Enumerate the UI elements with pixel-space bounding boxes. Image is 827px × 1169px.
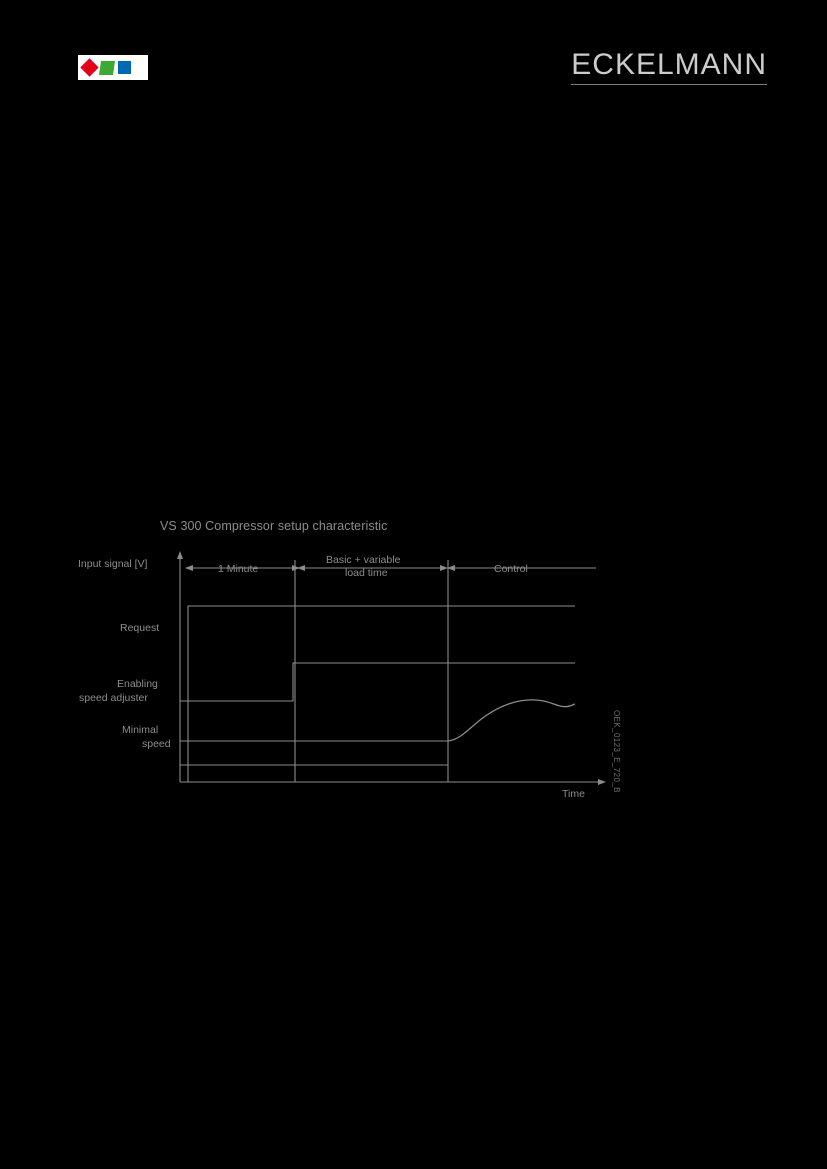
phase-arrow-2-left	[297, 565, 305, 571]
logo-green-square-icon	[99, 61, 115, 75]
series-request-signal	[188, 606, 575, 782]
x-axis-label: Time	[562, 788, 585, 800]
phase-label-3: Control	[494, 563, 528, 575]
eckelmann-logo	[78, 55, 148, 80]
level-label-enabling-line1: Enabling	[117, 678, 158, 690]
level-label-enabling-line2: speed adjuster	[79, 692, 148, 704]
phase-label-2-line1: Basic + variable	[326, 554, 401, 566]
series-control-curve	[448, 700, 575, 741]
phase-label-2-line2: load time	[345, 567, 388, 579]
brand-title: ECKELMANN	[571, 48, 767, 85]
figure-vs300-characteristic	[0, 505, 827, 825]
y-axis-label: Input signal [V]	[78, 558, 148, 570]
figure-title: VS 300 Compressor setup characteristic	[160, 519, 388, 533]
figure-side-code: OEK_0123_E_720_B	[612, 710, 621, 793]
y-axis-arrow	[177, 551, 183, 559]
x-axis-arrow	[598, 779, 606, 785]
chart-svg	[0, 505, 827, 825]
logo-diamond-icon	[80, 58, 98, 76]
phase-label-1: 1 Minute	[218, 563, 259, 575]
phase-arrow-1-left	[185, 565, 193, 571]
level-label-minimal-line2: speed	[142, 738, 171, 750]
phase-arrow-2-right	[440, 565, 448, 571]
logo-blue-square-icon	[118, 61, 131, 74]
series-speed-adjuster	[180, 663, 575, 701]
level-label-request: Request	[120, 622, 160, 634]
level-label-minimal-line1: Minimal	[122, 724, 159, 736]
